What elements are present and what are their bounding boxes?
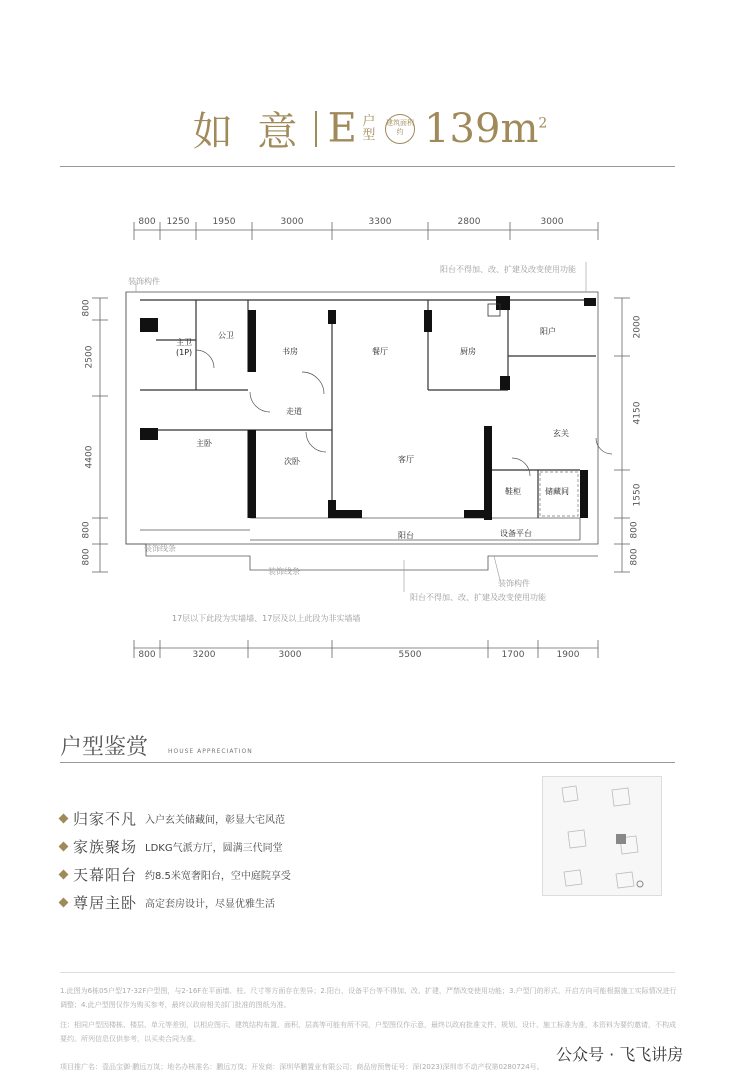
room-corridor: 走道	[286, 407, 302, 416]
title-type-label: 户型	[362, 113, 376, 143]
plan-title	[0, 100, 740, 157]
section-title: 户型鉴赏	[60, 735, 149, 760]
feature-item	[60, 864, 291, 885]
leader-lines	[136, 262, 586, 592]
room-entrance: 玄关	[553, 429, 569, 438]
site-key-plan	[542, 776, 662, 896]
room-living: 客厅	[398, 455, 414, 464]
room-master-bath	[176, 338, 192, 358]
title-letter: E	[327, 105, 357, 152]
left-dim-1: 800	[81, 299, 92, 317]
top-dim-2: 1250	[166, 217, 190, 227]
feature-item	[60, 892, 275, 913]
title-separator	[315, 111, 317, 147]
left-dim-3: 4400	[84, 445, 95, 469]
interior-walls	[140, 300, 596, 518]
room-service-balcony: 阳户	[540, 327, 556, 336]
feature-desc: 高定套房设计，尽显优雅生活	[145, 899, 276, 910]
top-dim-1: 800	[138, 217, 156, 227]
note-deco-top: 装饰构件	[128, 277, 160, 286]
feature-name: 归家不凡	[73, 810, 138, 828]
feature-name: 天幕阳台	[73, 866, 138, 884]
left-dim-4: 800	[81, 521, 92, 539]
room-kitchen: 厨房	[460, 347, 476, 356]
feature-item	[60, 808, 285, 829]
room-equipment-platform: 设备平台	[500, 529, 532, 538]
bottom-dim-6: 1900	[556, 650, 580, 660]
watermark: 公众号 · 飞飞讲房	[556, 1045, 684, 1064]
highlight-building-icon	[616, 834, 626, 844]
top-dim-3: 1950	[212, 217, 236, 227]
title-name: 如 意	[192, 109, 304, 155]
room-master-bath-sub: (1P)	[176, 348, 193, 357]
title-area	[424, 106, 547, 152]
left-dim-5: 800	[81, 548, 92, 566]
bottom-dim-1: 800	[138, 650, 156, 660]
top-dim-7: 3000	[540, 217, 564, 227]
room-shoes: 鞋柜	[505, 487, 521, 496]
floor-plan	[0, 200, 740, 680]
room-public-bath: 公卫	[218, 331, 234, 340]
top-dim-5: 3300	[368, 217, 392, 227]
note-top-right: 阳台不得加、改、扩建及改变使用功能	[440, 265, 576, 274]
section-subtitle: HOUSE APPRECIATION	[168, 748, 253, 755]
bottom-dim-5: 1700	[501, 650, 525, 660]
disclaimer-p1: 1.此图为6栋05户型17-32F户型图，与2-16F在平面墙、柱、尺寸等方面存在差异；2.阳台、设备平台等不得加、改、扩建，严禁改变使用功能；3.户型门的形式、开启方向可能根据施工实际情况进行调整；4.此户型图仅作为购买参考，最终以政府相关部门批准的图纸为准。	[60, 987, 677, 1009]
disclaimer-p3: 项目推广名：壹品宝御·鹏远万岚；地名办核准名：鹏远万岚；开发商：深圳华鹏置业有限公司；商品房预售证号：深(2023)深圳市不动产权第0280724号。	[60, 1063, 544, 1071]
area-unit-sup: 2	[538, 115, 548, 132]
left-dim-2: 2500	[84, 345, 95, 369]
disclaimer-divider	[60, 972, 675, 973]
note-terrace: 阳台不得加、改、扩建及改变使用功能	[410, 593, 546, 602]
structural-columns	[140, 296, 596, 520]
bottom-dim-4: 5500	[398, 650, 422, 660]
area-seal-icon: 建筑面积约	[385, 114, 415, 144]
right-dim-5: 800	[629, 548, 640, 566]
right-dim-2: 4150	[632, 401, 643, 425]
room-master-bedroom: 主卧	[196, 439, 212, 448]
left-dimension-line	[92, 298, 108, 572]
diamond-bullet-icon	[59, 898, 69, 908]
top-dim-4: 3000	[280, 217, 304, 227]
diamond-bullet-icon	[59, 814, 69, 824]
right-dimension-line	[614, 298, 630, 572]
feature-desc: LDKG气派方厅，圆满三代同堂	[145, 843, 283, 854]
room-study: 书房	[282, 347, 298, 356]
diamond-bullet-icon	[59, 842, 69, 852]
top-dimension-line	[134, 222, 598, 240]
note-deco-line-left: 装饰线条	[144, 544, 176, 553]
room-dining: 餐厅	[372, 347, 388, 356]
room-master-bath-label: 主卫	[176, 338, 193, 347]
feature-desc: 约8.5米宽奢阳台，空中庭院享受	[145, 871, 291, 882]
note-floor: 17层以下此段为实墙墙、17层及以上此段为非实墙墙	[172, 614, 361, 623]
room-pantry: 储藏间	[545, 487, 569, 496]
right-dim-3: 1550	[632, 483, 643, 507]
disclaimer-p2: 注：相同户型因楼栋、楼层、单元等差别，以相应图示、建筑结构布置、面积、层高等可能有所不同，户型图仅作示意，最终以政府批准文件、规划、设计、施工标准为准，本资料为要约邀请，不构成要约。所列信息仅供参考，以买卖合同为准。	[60, 1021, 676, 1043]
room-second-bedroom: 次卧	[284, 457, 300, 466]
bottom-dim-3: 3000	[278, 650, 302, 660]
note-deco-right: 装饰构件	[498, 579, 530, 588]
feature-item	[60, 836, 283, 857]
right-dim-4: 800	[629, 521, 640, 539]
note-deco-line-bottom: 装饰线条	[268, 567, 300, 576]
feature-desc: 入户玄关储藏间，彰显大宅风范	[145, 815, 286, 826]
section-divider	[60, 762, 675, 763]
bottom-dim-2: 3200	[192, 650, 216, 660]
feature-name: 家族聚场	[73, 838, 138, 856]
diamond-bullet-icon	[59, 870, 69, 880]
room-terrace: 阳台	[398, 531, 414, 540]
area-value: 139m	[424, 105, 539, 152]
right-dim-1: 2000	[632, 315, 643, 339]
top-dim-6: 2800	[457, 217, 481, 227]
feature-name: 尊居主卧	[73, 894, 138, 912]
title-divider	[60, 166, 675, 167]
